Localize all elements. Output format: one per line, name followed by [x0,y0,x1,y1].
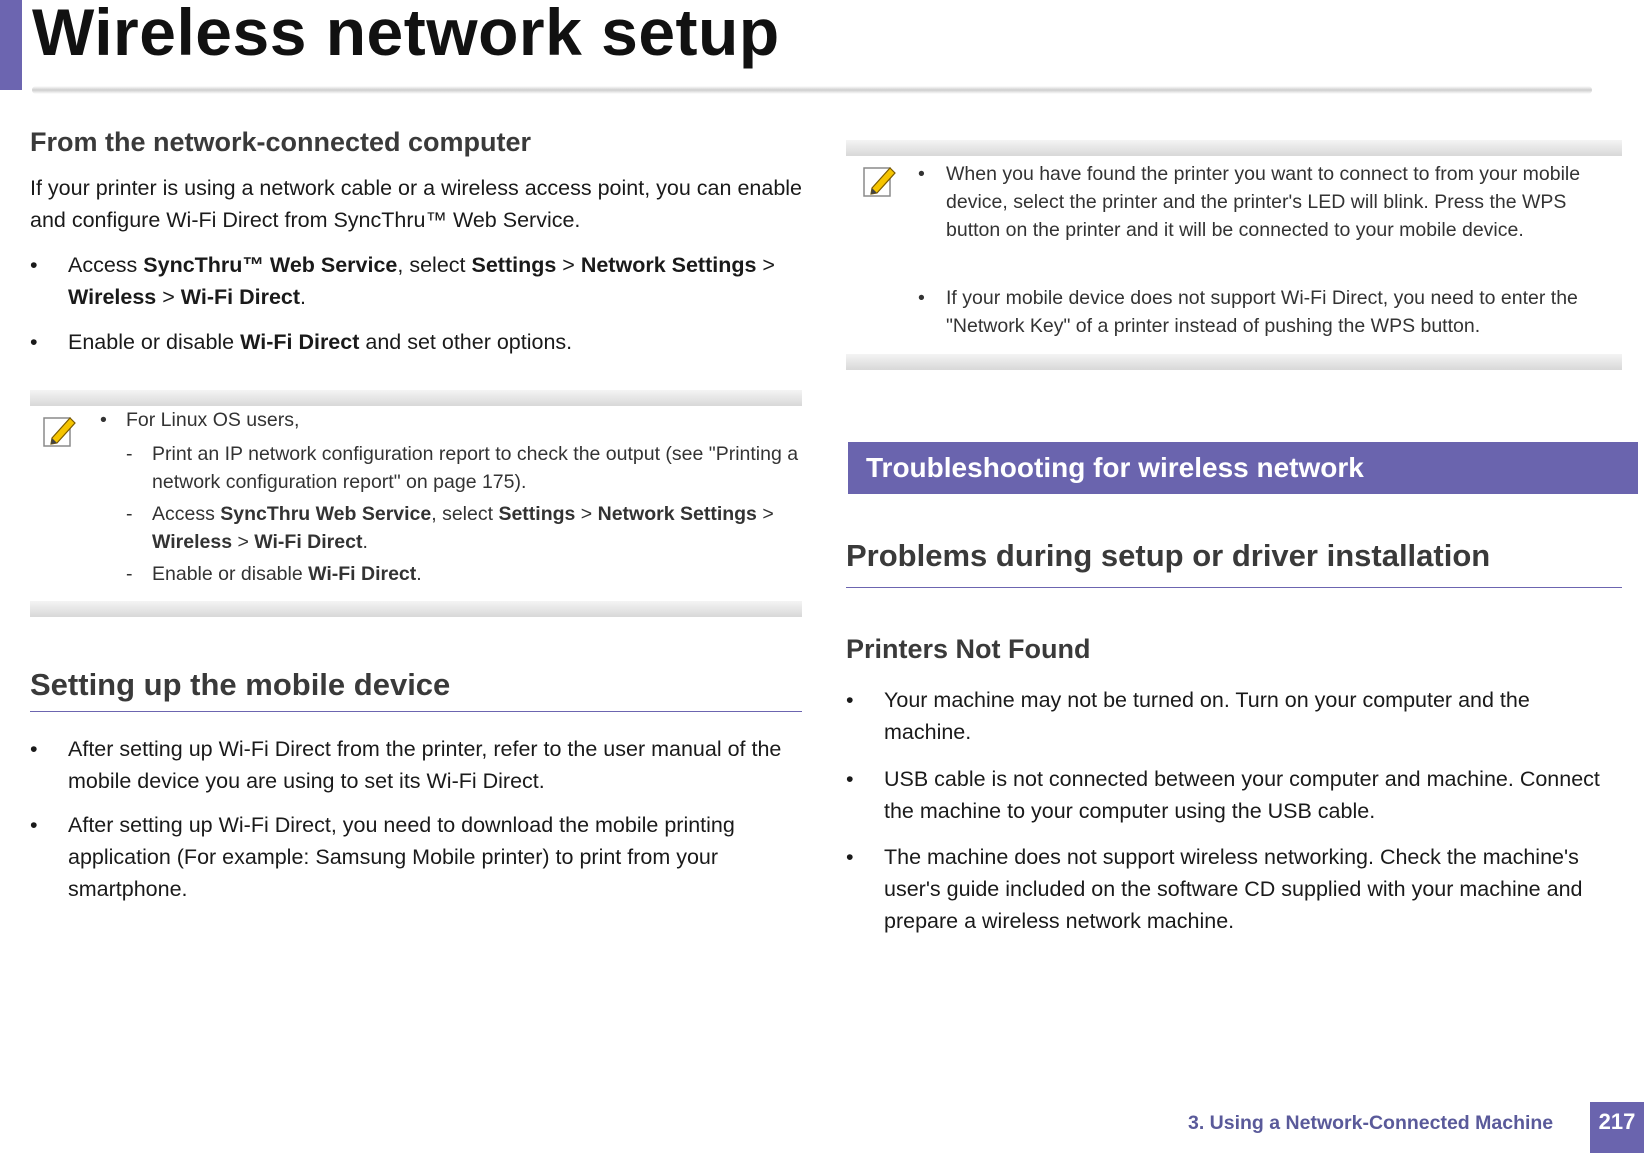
bullet-dot: • [846,845,854,869]
list-item [30,249,805,313]
note-bottom-bar [846,354,1622,370]
note-bullet-dot: • [918,287,925,309]
list-item [846,841,1622,937]
intro-paragraph: If your printer is using a network cable or a wireless access point, you can enable and configure Wi-Fi Direct from SyncThru™ Web Service. [30,176,803,232]
note-dash: - [126,503,133,525]
note-bullet-dot: • [100,409,107,431]
section-heading-network-computer: From the network-connected computer [30,127,532,157]
subheading-printers-not-found: Printers Not Found [846,634,1091,664]
note-top-bar [30,390,802,406]
bullet-dot: • [846,688,854,712]
section-banner-troubleshooting: Troubleshooting for wireless network [848,442,1638,494]
bullet-dot: • [30,330,38,354]
bullet-text: Enable or disable Wi-Fi Direct and set other options. [68,330,573,354]
bullet-text: Access SyncThru™ Web Service, select Settings > Network Settings > Wireless > Wi-Fi Direct. [68,253,775,309]
note-line: When you have found the printer you want to connect to from your mobile device, select the printer and the printer's LED will blink. Press the WPS button on the printer and it will be connected to your mobile device. [946,163,1581,241]
list-item [30,326,805,358]
page-title: Wireless network setup [32,0,780,69]
bullet-text: Your machine may not be turned on. Turn on your computer and the machine. [884,688,1530,744]
pencil-note-icon [42,412,78,450]
bullet-dot: • [30,253,38,277]
footer-chapter: 3. Using a Network-Connected Machine [1188,1112,1554,1134]
list-item [846,684,1622,748]
page-number: 217 [1590,1102,1644,1153]
title-divider [32,86,1592,94]
note-top-bar [846,140,1622,156]
heading-underline [30,711,802,712]
note-line: For Linux OS users, [126,409,300,431]
bullet-text: After setting up Wi-Fi Direct, you need to download the mobile printing application (For example: Samsung Mobile printer) to print from your smartphone. [68,813,735,901]
section-heading-problems: Problems during setup or driver installation [846,538,1491,573]
bullet-text: The machine does not support wireless networking. Check the machine's user's guide included on the software CD supplied with your machine and prepare a wireless network machine. [884,845,1583,933]
note-line: If your mobile device does not support Wi-Fi Direct, you need to enter the "Network Key" of a printer instead of pushing the WPS button. [946,287,1578,337]
bullet-dot: • [846,767,854,791]
list-item [30,809,805,905]
bullet-text: After setting up Wi-Fi Direct from the printer, refer to the user manual of the mobile device you are using to set its Wi-Fi Direct. [68,737,782,793]
note-subitem: Access SyncThru Web Service, select Settings > Network Settings > Wireless > Wi-Fi Direct. [152,503,774,553]
note-bottom-bar [30,601,802,617]
pencil-note-icon [862,162,898,200]
note-subitem: Enable or disable Wi-Fi Direct. [152,563,422,585]
bullet-dot: • [30,813,38,837]
list-item [30,733,805,797]
section-heading-mobile-device: Setting up the mobile device [30,667,451,702]
list-item [846,763,1622,827]
header-accent-bar [0,0,22,90]
note-dash: - [126,443,133,465]
bullet-text: USB cable is not connected between your computer and machine. Connect the machine to your computer using the USB cable. [884,767,1600,823]
note-dash: - [126,563,133,585]
bullet-dot: • [30,737,38,761]
note-subitem: Print an IP network configuration report to check the output (see "Printing a network configuration report" on page 175). [152,443,799,493]
note-bullet-dot: • [918,163,925,185]
heading-underline [846,587,1622,588]
